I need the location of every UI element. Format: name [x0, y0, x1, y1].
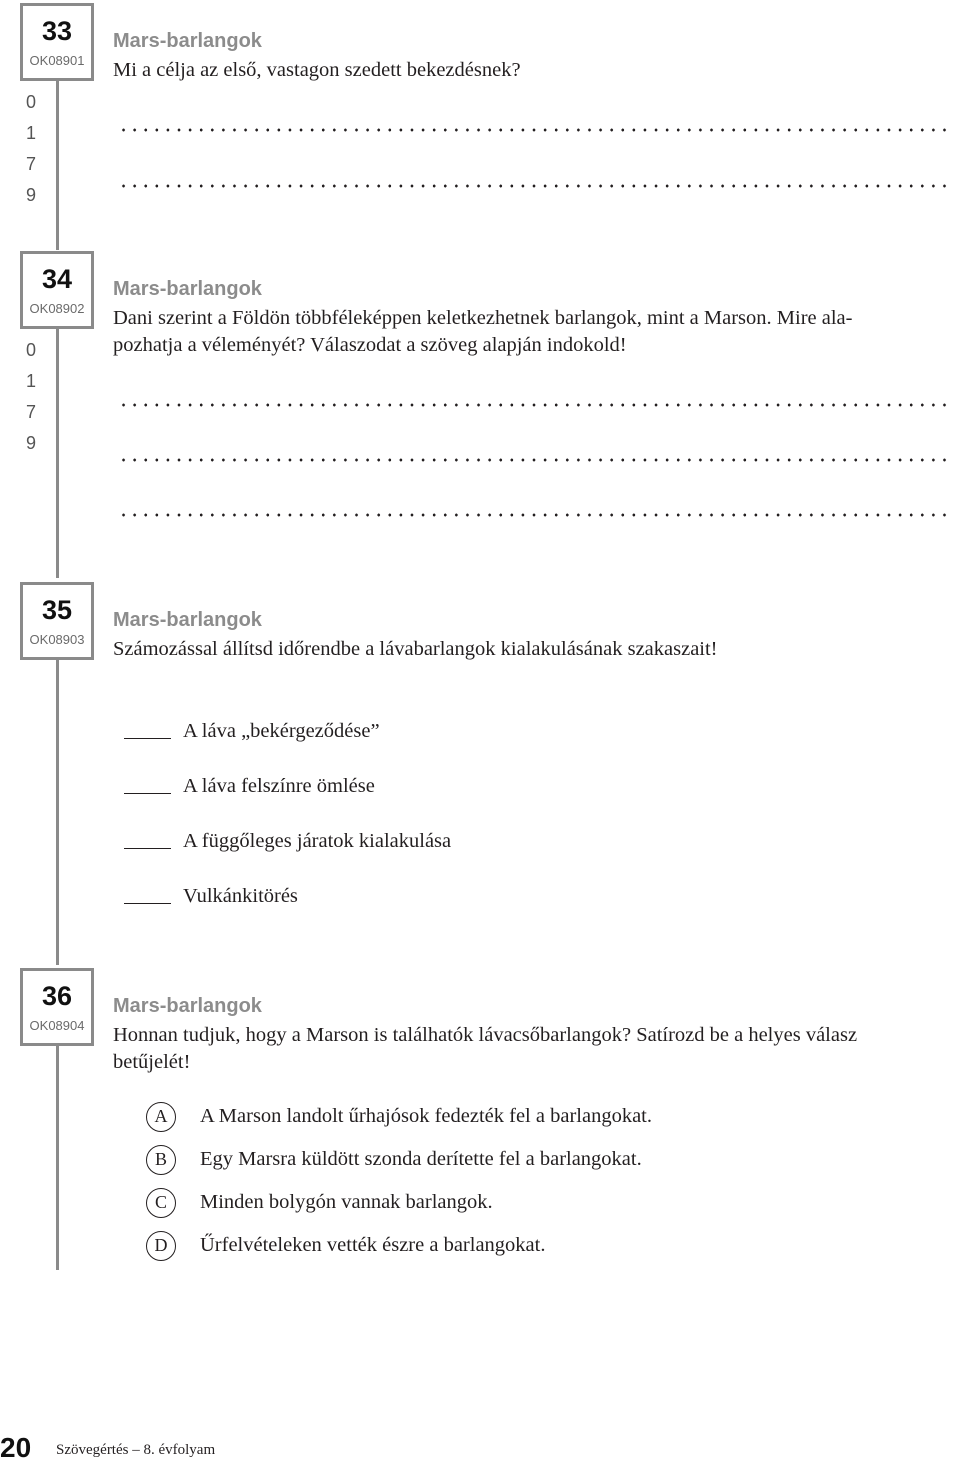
task-title: Mars-barlangok [113, 609, 262, 631]
option-letter-circle[interactable]: A [146, 1102, 176, 1132]
task-title: Mars-barlangok [113, 995, 262, 1017]
order-item-text: A függőleges járatok kialakulása [183, 830, 452, 852]
score-code[interactable]: 0 [26, 92, 37, 112]
score-code[interactable]: 9 [26, 185, 37, 205]
answer-line[interactable] [118, 184, 952, 188]
task-title: Mars-barlangok [113, 30, 262, 52]
option-letter-circle[interactable]: D [146, 1231, 176, 1261]
option-letter-circle[interactable]: B [146, 1145, 176, 1175]
task-code: OK08903 [29, 632, 85, 647]
task-number-box [20, 251, 94, 329]
order-number-blank[interactable] [124, 903, 171, 904]
question-text-line-1: Honnan tudjuk, hogy a Marson is találhatók lávacsőbarlangok? Satírozd be a helyes válasz [113, 1024, 858, 1046]
score-code[interactable]: 9 [26, 433, 37, 453]
question-text: Számozással állítsd időrendbe a lávabarlangok kialakulásának szakaszait! [113, 638, 718, 660]
task-34-side-line [56, 328, 59, 578]
option-text: A Marson landolt űrhajósok fedezték fel a barlangokat. [200, 1105, 652, 1127]
score-code[interactable]: 1 [26, 371, 37, 391]
task-33-side-line [56, 80, 59, 250]
task-number: 33 [41, 16, 73, 46]
page-number: 20 [0, 1432, 32, 1463]
task-code: OK08904 [29, 1018, 85, 1033]
order-number-blank[interactable] [124, 793, 171, 794]
option-text: Egy Marsra küldött szonda derítette fel a barlangokat. [200, 1148, 642, 1170]
order-number-blank[interactable] [124, 738, 171, 739]
order-item-text: A láva felszínre ömlése [183, 775, 375, 797]
score-code[interactable]: 1 [26, 123, 37, 143]
task-title: Mars-barlangok [113, 278, 262, 300]
question-text: Mi a célja az első, vastagon szedett bekezdésnek? [113, 59, 521, 81]
task-code: OK08901 [29, 53, 85, 68]
order-item-text: Vulkánkitörés [183, 885, 298, 907]
task-code: OK08902 [29, 301, 85, 316]
score-code[interactable]: 0 [26, 340, 37, 360]
task-number-box [20, 582, 94, 660]
option-text: Űrfelvételeken vették észre a barlangokat. [200, 1234, 546, 1256]
order-item-text: A láva „bekérgeződése” [183, 720, 380, 742]
option-text: Minden bolygón vannak barlangok. [200, 1191, 493, 1213]
option-letter-circle[interactable]: C [146, 1188, 176, 1218]
answer-line[interactable] [118, 513, 952, 517]
answer-line[interactable] [118, 458, 952, 462]
question-text-line-2: betűjelét! [113, 1051, 191, 1073]
footer-text: Szövegértés – 8. évfolyam [56, 1442, 216, 1458]
question-text-line-1: Dani szerint a Földön többféleképpen keletkezhetnek barlangok, mint a Marson. Mire ala- [113, 307, 853, 329]
order-number-blank[interactable] [124, 848, 171, 849]
task-number-box [20, 968, 94, 1046]
task-number: 35 [41, 595, 73, 625]
score-code[interactable]: 7 [26, 402, 37, 422]
question-text-line-2: pozhatja a véleményét? Válaszodat a szöveg alapján indokold! [113, 334, 627, 356]
score-code[interactable]: 7 [26, 154, 37, 174]
task-number: 36 [41, 981, 73, 1011]
task-35-side-line [56, 660, 59, 965]
task-number: 34 [41, 264, 73, 294]
answer-line[interactable] [118, 403, 952, 407]
task-36-side-line [56, 1045, 59, 1270]
answer-line[interactable] [118, 128, 952, 132]
task-number-box [20, 3, 94, 81]
